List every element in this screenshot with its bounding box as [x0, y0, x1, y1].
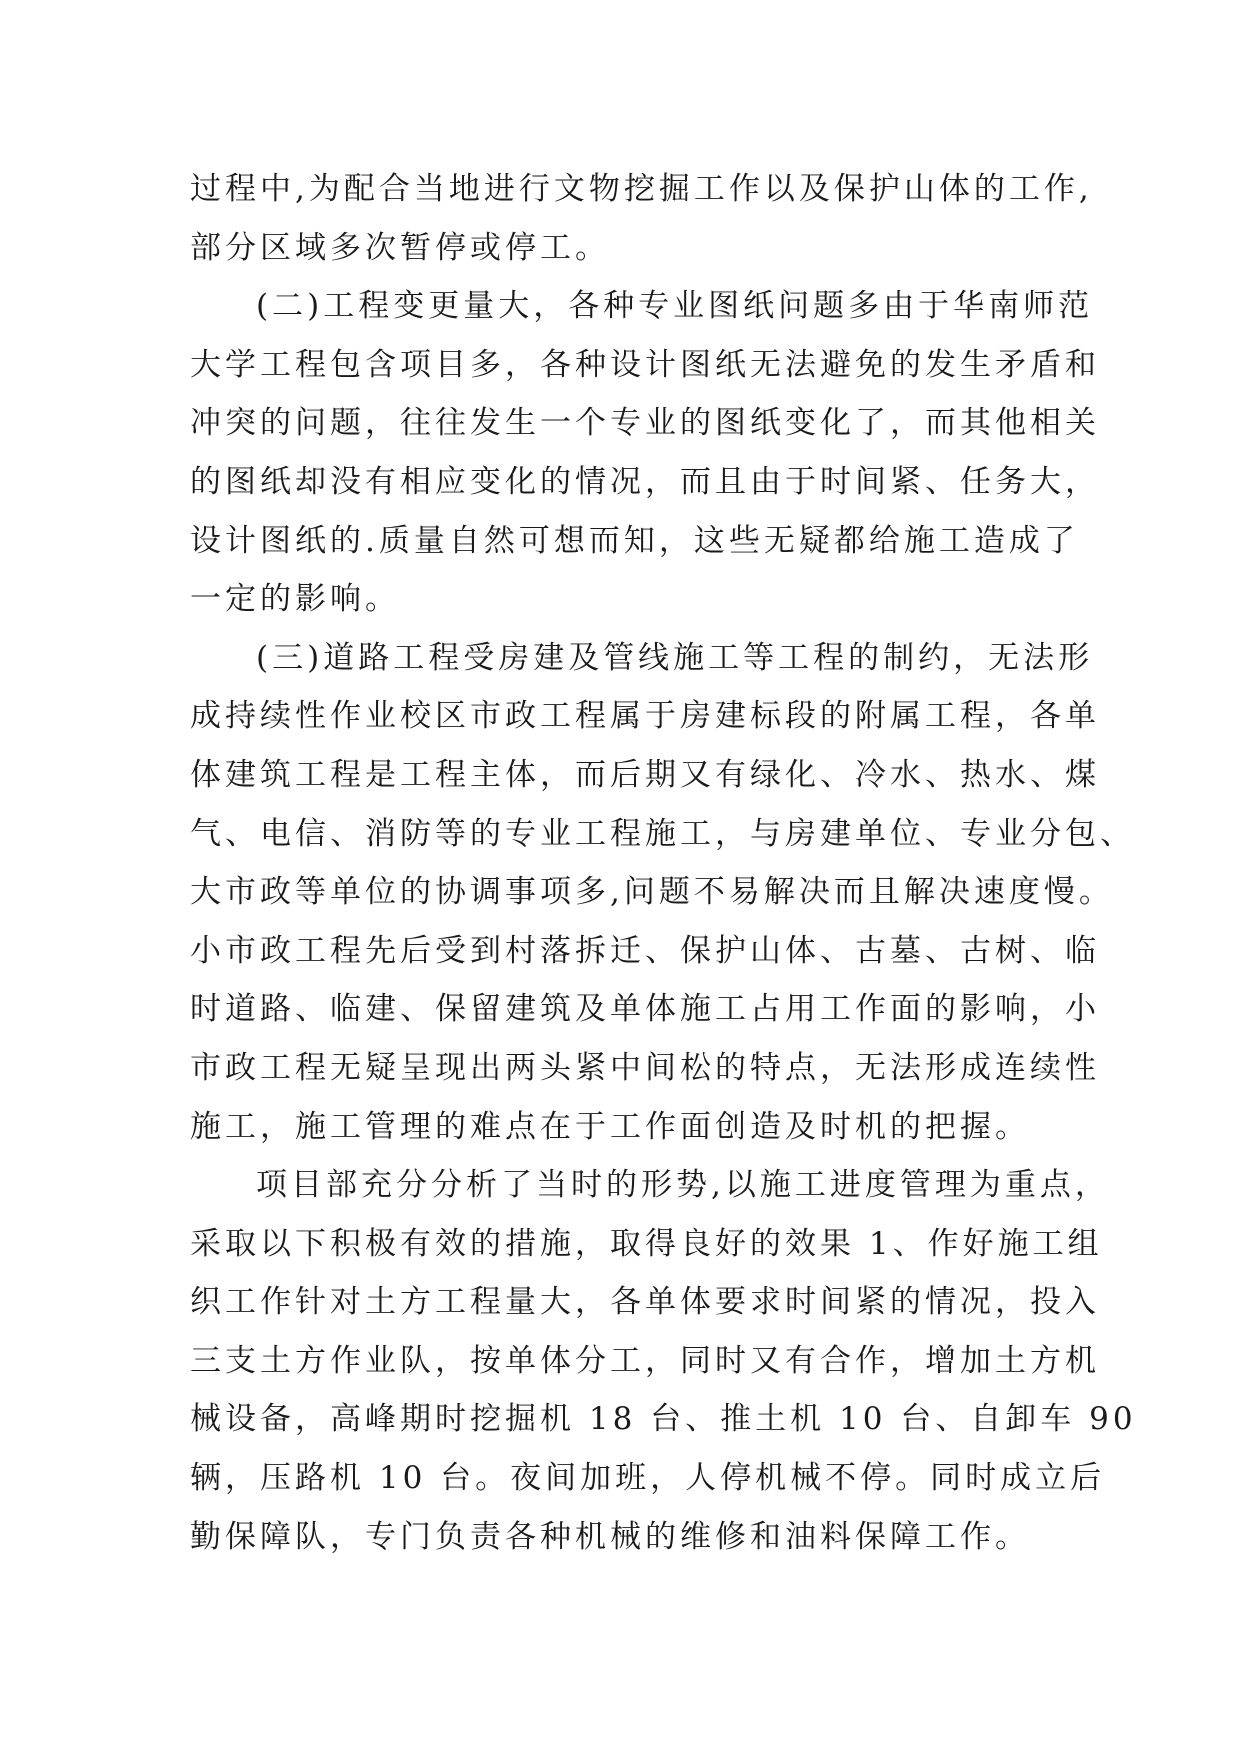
paragraph-3 [190, 629, 1135, 1156]
text-line: 织工作针对土方工程量大，各单体要求时间紧的情况，投入 [190, 1284, 1100, 1321]
text-line: 采取以下积极有效的措施，取得良好的效果 1、作好施工组 [190, 1225, 1103, 1262]
text-line: 大学工程包含项目多，各种设计图纸无法避免的发生矛盾和 [190, 346, 1100, 383]
text-line: 大市政等单位的协调事项多,问题不易解决而且解决速度慢。 [190, 874, 1114, 911]
paragraph-4 [190, 1156, 1137, 1566]
text-line: 气、电信、消防等的专业工程施工，与房建单位、专业分包、 [190, 815, 1135, 852]
text-line: 一定的影响。 [190, 581, 400, 618]
text-line: 体建筑工程是工程主体，而后期又有绿化、冷水、热水、煤 [190, 756, 1100, 793]
text-line: 项目部充分分析了当时的形势,以施工进度管理为重点， [256, 1167, 1110, 1204]
text-line: 时道路、临建、保留建筑及单体施工占用工作面的影响，小 [190, 991, 1100, 1028]
text-line: 冲突的问题，往往发生一个专业的图纸变化了，而其他相关 [190, 405, 1100, 442]
text-line: 的图纸却没有相应变化的情况，而且由于时间紧、任务大， [190, 463, 1100, 500]
paragraph-1 [190, 160, 1093, 277]
text-line: 市政工程无疑呈现出两头紧中间松的特点，无法形成连续性 [190, 1049, 1100, 1086]
paragraph-2 [190, 277, 1100, 629]
text-line: 小市政工程先后受到村落拆迁、保护山体、古墓、古树、临 [190, 932, 1100, 969]
text-line: 辆，压路机 10 台。夜间加班，人停机械不停。同时成立后 [190, 1460, 1106, 1497]
text-line: 成持续性作业校区市政工程属于房建标段的附属工程，各单 [190, 698, 1100, 735]
text-line: 械设备，高峰期时挖掘机 18 台、推土机 10 台、自卸车 90 [190, 1401, 1137, 1438]
text-line: (三)道路工程受房建及管线施工等工程的制约，无法形 [256, 639, 1094, 676]
document-body [190, 160, 1137, 1566]
text-line: 部分区域多次暂停或停工。 [190, 229, 610, 266]
text-line: 过程中,为配合当地进行文物挖掘工作以及保护山体的工作, [190, 171, 1093, 207]
text-line: 三支土方作业队，按单体分工，同时又有合作，增加土方机 [190, 1342, 1100, 1379]
text-line: (二)工程变更量大，各种专业图纸问题多由于华南师范 [256, 288, 1094, 325]
text-line: 勤保障队，专门负责各种机械的维修和油料保障工作。 [190, 1518, 1030, 1555]
text-line: 施工，施工管理的难点在于工作面创造及时机的把握。 [190, 1108, 1030, 1145]
text-line: 设计图纸的.质量自然可想而知，这些无疑都给施工造成了 [190, 522, 1079, 559]
